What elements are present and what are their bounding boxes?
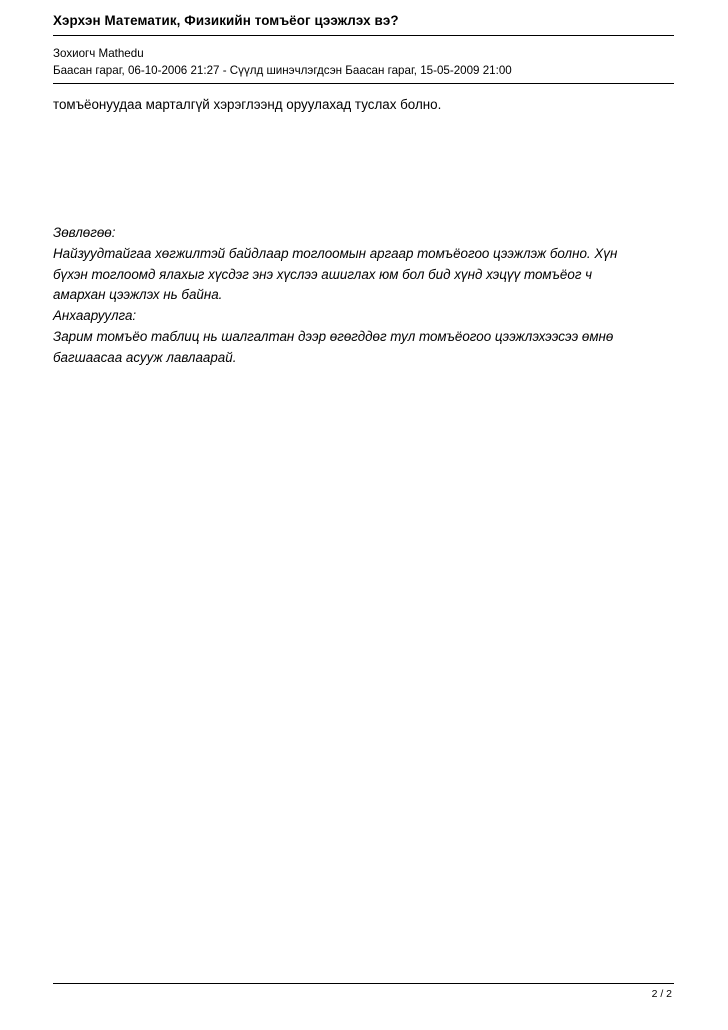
date-line: Баасан гараг, 06-10-2006 21:27 - Сүүлд шинэчлэгдсэн Баасан гараг, 15-05-2009 21:00 [53,64,512,77]
advice-text-line: Найзуудтайгаа хөгжилтэй байдлаар тоглоомын аргаар томъёогоо цээжлэж болно. Хүн [53,245,618,261]
warning-heading: Анхааруулга: [53,308,137,324]
page-number: 2 / 2 [651,988,672,1000]
warning-text-line: багшаасаа асууж лавлаарай. [53,349,237,365]
footer-divider [53,983,674,984]
advice-heading: Зөвлөгөө: [53,225,116,240]
title-divider [53,35,674,36]
intro-paragraph: томъёонуудаа марталгүй хэрэглээнд оруулахад туслах болно. [53,97,442,112]
meta-divider [53,83,674,84]
warning-text-line: Зарим томъёо таблиц нь шалгалтан дээр өгөгддөг тул томъёогоо цээжлэхээсээ өмнө [53,328,614,344]
advice-text-line: бүхэн тоглоомд ялахыг хүсдэг энэ хүслээ ашиглах юм бол бид хүнд хэцүү томъёог ч [53,266,593,282]
article-title: Хэрхэн Математик, Физикийн томъёог цээжлэх вэ? [53,13,399,28]
advice-section [53,223,678,369]
author-line: Зохиогч Mathedu [53,47,144,60]
advice-text-line: амархан цээжлэх нь байна. [53,287,223,303]
